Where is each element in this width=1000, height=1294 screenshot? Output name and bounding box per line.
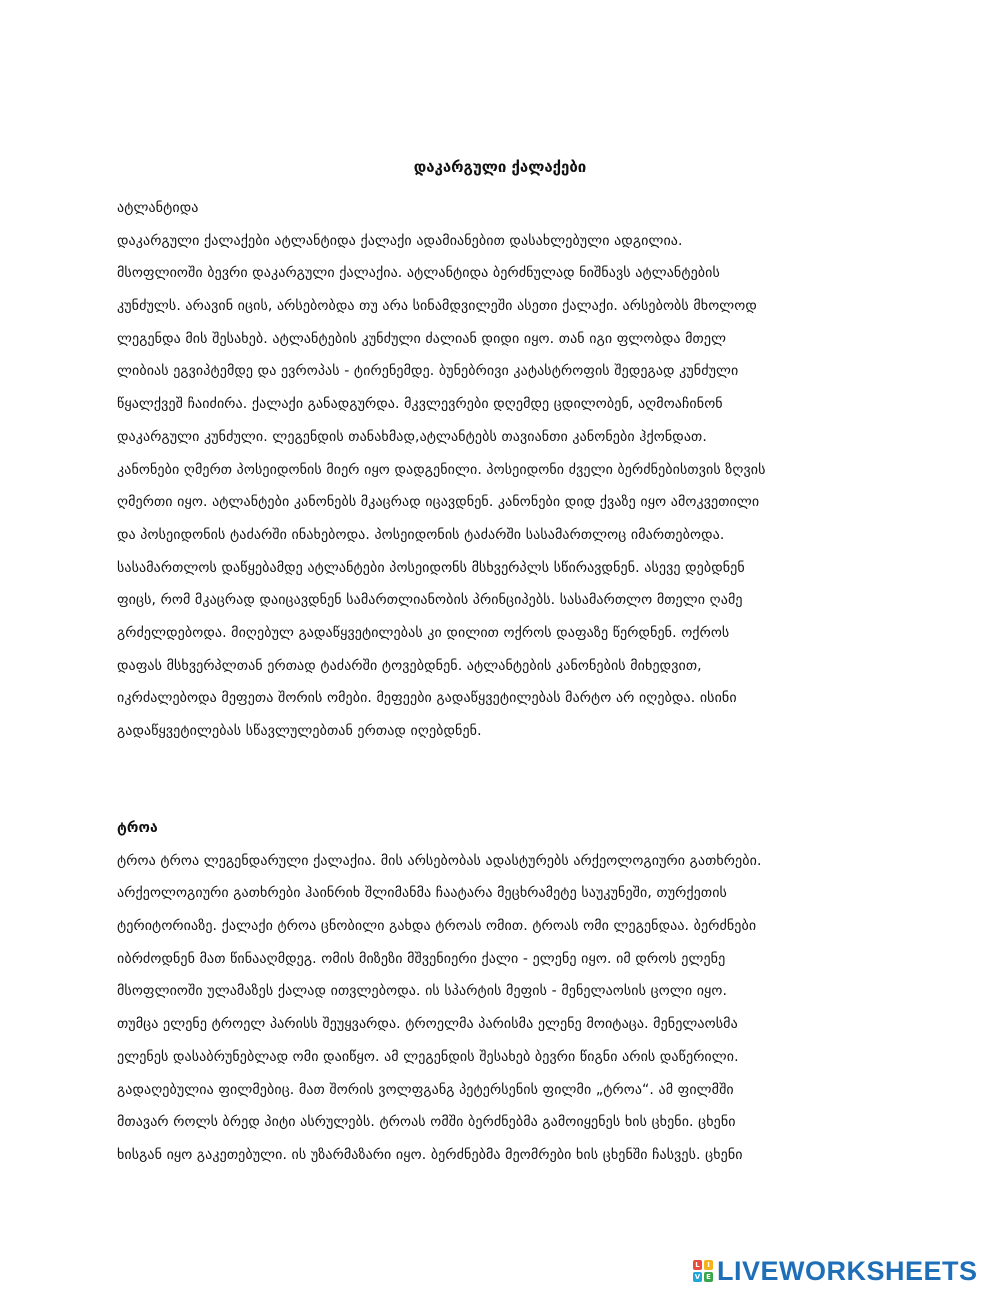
text-line: მსოფლიოში ულამაზეს ქალად ითვლებოდა. ის სპარტის მეფის - მენელაოსის ცოლი იყო.: [117, 983, 728, 1000]
logo-mark-icon: [693, 1260, 713, 1282]
text-line: ტროა ტროა ლეგენდარული ქალაქია. მის არსებობას ადასტურებს არქეოლოგიური გათხრები.: [117, 852, 762, 869]
section-heading: ატლანტიდა: [117, 200, 199, 216]
text-line: მსოფლიოში ბევრი დაკარგული ქალაქია. ატლანტიდა ბერძნულად ნიშნავს ატლანტების: [117, 265, 720, 282]
text-line: წყალქვეშ ჩაიძირა. ქალაქი განადგურდა. მკვლევრები დღემდე ცდილობენ, აღმოაჩინონ: [117, 396, 723, 413]
text-line: დაკარგული კუნძული. ლეგენდის თანახმად,ატლანტებს თავიანთი კანონები ჰქონდათ.: [117, 428, 707, 445]
text-line: ლეგენდა მის შესახებ. ატლანტების კუნძული ძალიან დიდი იყო. თან იგი ფლობდა მთელ: [117, 330, 727, 347]
text-line: ტერიტორიაზე. ქალაქი ტროა ცნობილი გახდა ტროას ომით. ტროას ომი ლეგენდაა. ბერძნები: [117, 918, 757, 935]
text-line: ლიბიას ეგვიპტემდე და ევროპას - ტირენემდე. ბუნებრივი კატასტროფის შედეგად კუნძული: [117, 363, 739, 380]
logo-tile: L: [693, 1260, 702, 1270]
section-troy: [117, 812, 907, 1172]
text-line: ხისგან იყო გაკეთებული. ის უზარმაზარი იყო. ბერძნებმა მეომრები ხის ცხენში ჩასვეს. ცხენი: [117, 1146, 743, 1163]
text-line: ელენეს დასაბრუნებლად ომი დაიწყო. ამ ლეგენდის შესახებ ბევრი წიგნი არის დაწერილი.: [117, 1048, 739, 1065]
text-line: და პოსეიდონის ტაძარში ინახებოდა. პოსეიდონის ტაძარში სასამართლოც იმართებოდა.: [117, 526, 725, 543]
text-line: კანონები ღმერთ პოსეიდონის მიერ იყო დადგენილი. პოსეიდონი ძველი ბერძნებისთვის ზღვის: [117, 461, 766, 478]
liveworksheets-logo: [693, 1256, 978, 1286]
text-line: დაკარგული ქალაქები ატლანტიდა ქალაქი ადამიანებით დასახლებული ადგილია.: [117, 232, 683, 249]
text-line: ფიცს, რომ მკაცრად დაიცავდნენ სამართლიანობის პრინციპებს. სასამართლო მთელი ღამე: [117, 592, 743, 609]
text-line: გადაღებულია ფილმებიც. მათ შორის ვოლფგანგ პეტერსენის ფილმი „ტროა“. ამ ფილმში: [117, 1081, 734, 1098]
logo-tile: V: [694, 1273, 701, 1281]
text-line: იკრძალებოდა მეფეთა შორის ომები. მეფეები გადაწყვეტილებას მარტო არ იღებდა. ისინი: [117, 690, 737, 707]
text-line: იბრძოდნენ მათ წინააღმდეგ. ომის მიზეზი მშვენიერი ქალი - ელენე იყო. იმ დროს ელენე: [117, 950, 726, 967]
text-line: მთავარ როლს ბრედ პიტი ასრულებს. ტროას ომში ბერძნებმა გამოიყენეს ხის ცხენი. ცხენი: [117, 1114, 736, 1131]
text-line: გადაწყვეტილებას სწავლულებთან ერთად იღებდნენ.: [117, 723, 482, 739]
logo-text: LIVEWORKSHEETS: [717, 1256, 978, 1286]
page-title: დაკარგული ქალაქები: [413, 158, 587, 176]
section-atlantis: [117, 192, 907, 748]
text-line: კუნძულს. არავინ იცის, არსებობდა თუ არა სინამდვილეში ასეთი ქალაქი. არსებობს მხოლოდ: [117, 298, 757, 315]
text-line: დაფას მსხვერპლთან ერთად ტაძარში ტოვებდნენ. ატლანტების კანონების მიხედვით,: [117, 657, 702, 674]
text-line: არქეოლოგიური გათხრები ჰაინრიხ შლიმანმა ჩაატარა მეცხრამეტე საუკუნეში, თურქეთის: [117, 885, 727, 902]
section-heading: ტროა: [117, 820, 158, 836]
text-line: ღმერთი იყო. ატლანტები კანონებს მკაცრად იცავდნენ. კანონები დიდ ქვაზე იყო ამოკვეთილი: [117, 494, 760, 511]
text-line: თუმცა ელენე ტროელ პარისს შეუყვარდა. ტროელმა პარისმა ელენე მოიტაცა. მენელაოსმა: [117, 1016, 738, 1033]
text-line: გრძელდებოდა. მიღებულ გადაწყვეტილებას კი დილით ოქროს დაფაზე წერდნენ. ოქროს: [117, 624, 730, 641]
text-line: სასამართლოს დაწყებამდე ატლანტები პოსეიდონს მსხვერპლს სწირავდნენ. ასევე დებდნენ: [117, 559, 745, 576]
logo-tile: E: [704, 1272, 713, 1282]
logo-tile: I: [704, 1260, 713, 1270]
